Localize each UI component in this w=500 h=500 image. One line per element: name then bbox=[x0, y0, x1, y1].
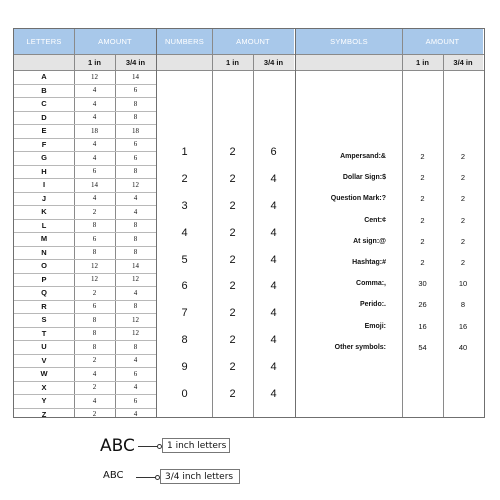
number-amount-34in: 4 bbox=[270, 360, 277, 373]
letter-cell: W bbox=[40, 369, 48, 379]
symbol-label: Ampersand:& bbox=[340, 153, 386, 161]
letter-cell: S bbox=[41, 315, 47, 325]
number-cell: 2 bbox=[181, 173, 188, 186]
letter-row-divider bbox=[14, 367, 74, 368]
letter-amount-34in: 12 bbox=[132, 315, 139, 324]
letter-row-divider bbox=[14, 313, 74, 314]
symbols-col-1in: 1 in bbox=[402, 54, 443, 70]
letter-cell: B bbox=[41, 85, 47, 95]
letter-row-divider bbox=[74, 313, 156, 314]
numbers-divider bbox=[157, 70, 295, 71]
symbol-amount-1in: 30 bbox=[418, 279, 427, 289]
symbol-amount-34in: 2 bbox=[460, 215, 466, 225]
letter-amount-1in: 4 bbox=[92, 396, 97, 405]
number-amount-34in: 4 bbox=[270, 226, 277, 239]
number-amount-34in: 4 bbox=[270, 173, 277, 186]
symbol-label: Perido:. bbox=[359, 301, 386, 309]
letters-col-1in: 1 in bbox=[74, 54, 115, 70]
letter-row-divider bbox=[74, 138, 156, 139]
letter-cell: J bbox=[41, 193, 47, 203]
number-amount-34in: 4 bbox=[270, 253, 277, 266]
letter-amount-34in: 8 bbox=[133, 167, 138, 176]
letter-row-divider bbox=[14, 259, 74, 260]
symbol-amount-1in: 26 bbox=[418, 300, 427, 310]
letter-cell: R bbox=[41, 301, 47, 311]
letter-amount-1in: 8 bbox=[92, 248, 97, 257]
number-amount-1in: 2 bbox=[229, 146, 236, 159]
letter-row-divider bbox=[74, 273, 156, 274]
symbols-table bbox=[296, 28, 485, 418]
letter-row-divider bbox=[74, 246, 156, 247]
letter-row-divider bbox=[14, 232, 74, 233]
letter-amount-1in: 6 bbox=[92, 234, 97, 243]
letter-cell: V bbox=[41, 355, 47, 365]
letter-amount-1in: 4 bbox=[92, 153, 97, 162]
letter-row-divider bbox=[14, 205, 74, 206]
symbol-amount-34in: 2 bbox=[460, 152, 466, 162]
letter-row-divider bbox=[14, 354, 74, 355]
letter-amount-1in: 8 bbox=[92, 315, 97, 324]
letters-subheader-blank bbox=[14, 54, 74, 70]
symbol-amount-1in: 2 bbox=[420, 194, 425, 204]
letter-amount-1in: 2 bbox=[92, 288, 97, 297]
letter-amount-1in: 6 bbox=[92, 167, 97, 176]
letter-amount-34in: 8 bbox=[133, 302, 138, 311]
letter-amount-1in: 8 bbox=[92, 342, 97, 351]
letter-amount-34in: 4 bbox=[133, 207, 138, 216]
letters-header: LETTERS bbox=[14, 29, 74, 54]
letter-amount-34in: 6 bbox=[133, 86, 138, 95]
letter-amount-34in: 12 bbox=[132, 180, 139, 189]
number-amount-1in: 2 bbox=[229, 307, 236, 320]
letter-amount-34in: 6 bbox=[133, 396, 138, 405]
number-cell: 3 bbox=[181, 199, 188, 212]
letter-amount-34in: 14 bbox=[132, 72, 139, 81]
numbers-header: NUMBERS bbox=[157, 29, 212, 54]
numbers-col-34in: 3/4 in bbox=[253, 54, 294, 70]
letter-row-divider bbox=[74, 219, 156, 220]
letter-amount-34in: 8 bbox=[133, 99, 138, 108]
number-amount-1in: 2 bbox=[229, 387, 236, 400]
letter-row-divider bbox=[74, 84, 156, 85]
numbers-col-1in: 1 in bbox=[212, 54, 253, 70]
letter-amount-1in: 4 bbox=[92, 113, 97, 122]
number-cell: 4 bbox=[181, 226, 188, 239]
legend-small-label: 3/4 inch letters bbox=[160, 469, 240, 484]
letter-cell: F bbox=[41, 139, 47, 149]
legend-large-label: 1 inch letters bbox=[162, 438, 230, 453]
letter-row-divider bbox=[74, 286, 156, 287]
letter-row-divider bbox=[14, 178, 74, 179]
letter-amount-1in: 8 bbox=[92, 221, 97, 230]
letter-row-divider bbox=[74, 178, 156, 179]
letter-row-divider bbox=[14, 286, 74, 287]
letter-amount-34in: 4 bbox=[133, 356, 138, 365]
letter-amount-1in: 2 bbox=[92, 410, 97, 419]
symbols-amount-header: AMOUNT bbox=[402, 29, 483, 54]
symbol-label: Question Mark:? bbox=[330, 195, 386, 203]
symbol-amount-34in: 2 bbox=[460, 236, 466, 246]
number-amount-1in: 2 bbox=[229, 280, 236, 293]
symbol-label: Other symbols: bbox=[334, 343, 386, 351]
letter-row-divider bbox=[14, 97, 74, 98]
symbol-amount-1in: 2 bbox=[420, 215, 425, 225]
number-cell: 9 bbox=[181, 360, 188, 373]
letter-cell: K bbox=[41, 207, 47, 217]
symbols-col-34in: 3/4 in bbox=[443, 54, 483, 70]
symbol-amount-1in: 54 bbox=[418, 342, 427, 352]
symbol-label: Emoji: bbox=[364, 322, 386, 330]
number-cell: 1 bbox=[181, 146, 188, 159]
number-amount-34in: 4 bbox=[270, 333, 277, 346]
symbol-label: At sign:@ bbox=[353, 237, 386, 245]
letter-row-divider bbox=[14, 327, 74, 328]
letter-row-divider bbox=[14, 246, 74, 247]
letter-amount-34in: 8 bbox=[133, 113, 138, 122]
number-amount-1in: 2 bbox=[229, 360, 236, 373]
letter-amount-1in: 4 bbox=[92, 140, 97, 149]
number-amount-34in: 4 bbox=[270, 387, 277, 400]
legend-large-sample: ABC bbox=[100, 436, 135, 456]
letter-cell: G bbox=[41, 153, 47, 163]
number-cell: 0 bbox=[181, 387, 188, 400]
letter-row-divider bbox=[74, 340, 156, 341]
letter-row-divider bbox=[74, 192, 156, 193]
letter-cell: A bbox=[41, 72, 47, 82]
letter-row-divider bbox=[74, 232, 156, 233]
letter-amount-34in: 12 bbox=[132, 275, 139, 284]
letter-row-divider bbox=[14, 138, 74, 139]
letter-amount-34in: 8 bbox=[133, 221, 138, 230]
letter-row-divider bbox=[74, 354, 156, 355]
letter-cell: P bbox=[41, 274, 47, 284]
letter-amount-1in: 8 bbox=[92, 329, 97, 338]
letter-row-divider bbox=[74, 165, 156, 166]
letter-cell: N bbox=[41, 247, 47, 257]
symbol-label: Comma:, bbox=[356, 280, 386, 288]
letter-amount-1in: 2 bbox=[92, 207, 97, 216]
letter-cell: U bbox=[41, 342, 47, 352]
legend-small-sample: ABC bbox=[103, 470, 124, 481]
letter-row-divider bbox=[74, 205, 156, 206]
symbol-amount-34in: 40 bbox=[458, 342, 468, 352]
letter-cell: D bbox=[41, 112, 47, 122]
number-amount-34in: 6 bbox=[270, 146, 277, 159]
letter-row-divider bbox=[74, 151, 156, 152]
number-amount-1in: 2 bbox=[229, 199, 236, 212]
letter-row-divider bbox=[74, 111, 156, 112]
number-amount-1in: 2 bbox=[229, 226, 236, 239]
number-cell: 5 bbox=[181, 253, 188, 266]
letter-row-divider bbox=[74, 327, 156, 328]
letter-amount-34in: 4 bbox=[133, 288, 138, 297]
number-amount-1in: 2 bbox=[229, 253, 236, 266]
letter-amount-34in: 8 bbox=[133, 248, 138, 257]
letters-divider bbox=[14, 54, 156, 55]
number-amount-34in: 4 bbox=[270, 307, 277, 320]
letter-row-divider bbox=[14, 151, 74, 152]
symbol-label: Hashtag:# bbox=[352, 259, 386, 267]
letters-col-34in: 3/4 in bbox=[115, 54, 156, 70]
letter-cell: X bbox=[41, 382, 47, 392]
letter-amount-1in: 12 bbox=[91, 72, 98, 81]
letter-amount-34in: 6 bbox=[133, 369, 138, 378]
letter-amount-1in: 4 bbox=[92, 99, 97, 108]
letter-cell: M bbox=[40, 234, 48, 244]
symbols-divider bbox=[296, 54, 484, 55]
letter-amount-1in: 14 bbox=[91, 180, 98, 189]
number-amount-1in: 2 bbox=[229, 333, 236, 346]
letter-cell: E bbox=[41, 126, 47, 136]
symbols-subheader-blank bbox=[296, 54, 402, 70]
symbol-label: Dollar Sign:$ bbox=[342, 174, 386, 182]
letter-amount-1in: 4 bbox=[92, 369, 97, 378]
letter-amount-34in: 12 bbox=[132, 329, 139, 338]
symbol-amount-1in: 16 bbox=[418, 321, 427, 331]
symbol-amount-34in: 2 bbox=[460, 258, 466, 268]
letter-amount-1in: 4 bbox=[92, 86, 97, 95]
letter-amount-34in: 4 bbox=[133, 383, 138, 392]
symbol-label: Cent:¢ bbox=[364, 216, 386, 224]
letter-cell: T bbox=[41, 328, 47, 338]
letter-row-divider bbox=[74, 394, 156, 395]
symbol-amount-34in: 8 bbox=[460, 300, 466, 310]
letter-amount-34in: 8 bbox=[133, 234, 138, 243]
numbers-table bbox=[157, 28, 296, 418]
letter-amount-1in: 2 bbox=[92, 356, 97, 365]
symbol-amount-1in: 2 bbox=[420, 173, 425, 183]
symbols-header: SYMBOLS bbox=[296, 29, 402, 54]
letter-cell: Y bbox=[41, 396, 47, 406]
letter-row-divider bbox=[14, 219, 74, 220]
number-amount-34in: 4 bbox=[270, 280, 277, 293]
letter-amount-1in: 4 bbox=[92, 194, 97, 203]
letter-row-divider bbox=[14, 408, 74, 409]
legend-leader-line bbox=[138, 446, 158, 447]
letter-row-divider bbox=[14, 192, 74, 193]
symbol-amount-34in: 2 bbox=[460, 194, 466, 204]
letter-row-divider bbox=[74, 300, 156, 301]
letter-row-divider bbox=[74, 124, 156, 125]
letter-row-divider bbox=[14, 381, 74, 382]
symbols-divider bbox=[296, 70, 484, 71]
letter-row-divider bbox=[74, 367, 156, 368]
letter-row-divider bbox=[14, 273, 74, 274]
letter-amount-34in: 6 bbox=[133, 153, 138, 162]
letter-cell: Q bbox=[41, 288, 47, 298]
symbol-amount-1in: 2 bbox=[420, 258, 425, 268]
symbol-amount-34in: 16 bbox=[458, 321, 468, 331]
letter-amount-34in: 6 bbox=[133, 140, 138, 149]
letter-amount-34in: 8 bbox=[133, 342, 138, 351]
letter-row-divider bbox=[74, 381, 156, 382]
letter-row-divider bbox=[14, 165, 74, 166]
letter-cell: C bbox=[41, 99, 47, 109]
legend-leader-line bbox=[136, 477, 156, 478]
number-cell: 8 bbox=[181, 333, 188, 346]
letter-amount-34in: 14 bbox=[132, 261, 139, 270]
letter-cell: Z bbox=[41, 409, 47, 419]
letter-row-divider bbox=[14, 84, 74, 85]
letter-row-divider bbox=[14, 124, 74, 125]
letter-amount-1in: 18 bbox=[91, 126, 98, 135]
letter-cell: O bbox=[41, 261, 47, 271]
numbers-divider bbox=[157, 54, 295, 55]
letter-amount-34in: 4 bbox=[133, 410, 138, 419]
letter-amount-1in: 12 bbox=[91, 275, 98, 284]
letter-amount-34in: 4 bbox=[133, 194, 138, 203]
letter-amount-1in: 12 bbox=[91, 261, 98, 270]
letter-row-divider bbox=[74, 97, 156, 98]
letter-row-divider bbox=[14, 394, 74, 395]
letter-cell: H bbox=[41, 166, 47, 176]
letter-row-divider bbox=[74, 259, 156, 260]
letter-amount-1in: 2 bbox=[92, 383, 97, 392]
symbol-amount-34in: 10 bbox=[458, 279, 468, 289]
letter-cell: I bbox=[42, 180, 46, 190]
letter-row-divider bbox=[14, 340, 74, 341]
letter-row-divider bbox=[14, 300, 74, 301]
letter-row-divider bbox=[14, 111, 74, 112]
numbers-subheader-blank bbox=[157, 54, 212, 70]
numbers-amount-header: AMOUNT bbox=[212, 29, 294, 54]
symbol-amount-34in: 2 bbox=[460, 173, 466, 183]
symbol-amount-1in: 2 bbox=[420, 236, 425, 246]
number-cell: 6 bbox=[181, 280, 188, 293]
letter-row-divider bbox=[74, 408, 156, 409]
letters-table bbox=[13, 28, 157, 418]
letter-amount-1in: 6 bbox=[92, 302, 97, 311]
number-amount-1in: 2 bbox=[229, 173, 236, 186]
symbol-amount-1in: 2 bbox=[420, 152, 425, 162]
letter-cell: L bbox=[41, 220, 47, 230]
letter-amount-34in: 18 bbox=[132, 126, 139, 135]
number-cell: 7 bbox=[181, 307, 188, 320]
letters-amount-header: AMOUNT bbox=[74, 29, 156, 54]
number-amount-34in: 4 bbox=[270, 199, 277, 212]
